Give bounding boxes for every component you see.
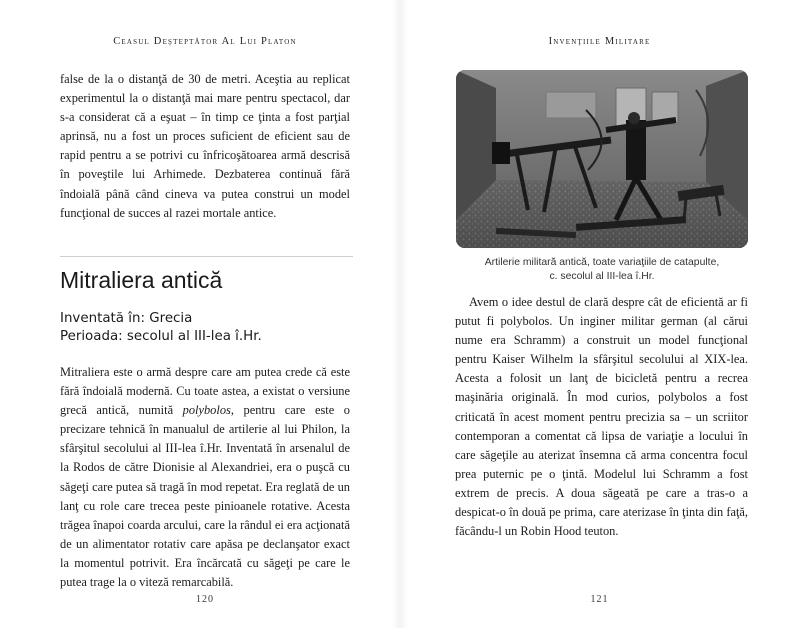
section-paragraph-rest: , pentru care este o precizare tehnică în manualul de artilerie al lui Philon, la sfârşitul secolului al III-lea î.Hr. Inventată în arsenalul de la Rodos de către Dionisie al Alexandriei, era o puşcă cu săgeţi care putea să tragă în mod repetat. Era reglată de un lanţ cu role care trecea peste pinioanele rotative. Acesta trăgea înapoi coarda arcului, care la rândul ei era acţionată de un alimentator rotativ care apăsa pe declanşator exact la momentul potrivit. Era încărcată cu săgeţi pe care le putea trage la o viteză remarcabilă. <box>60 403 350 590</box>
page-number-right: 121 <box>590 594 609 605</box>
section-title: Mitraliera antică <box>60 267 223 293</box>
polybolos-term: polybolos <box>182 403 231 418</box>
right-page <box>400 0 799 628</box>
section-paragraph <box>60 363 350 592</box>
running-header-left: Ceasul Deşteptător Al Lui Platon <box>113 36 297 47</box>
photo-caption-line-2: c. secolul al III-lea î.Hr. <box>549 270 655 282</box>
photo-caption <box>448 256 756 283</box>
running-header-right: Invenţiile Militare <box>548 36 651 47</box>
artillery-photo <box>456 70 748 248</box>
body-paragraph: Avem o idee destul de clară despre cât de eficientă ar fi putut fi polybolos. Un inginer militar german (al cărui nume era Schramm) a construit un model funcţional pentru Kaiser Wilhelm la sfârşitul secolului al XIX-lea. Acesta a folosit un lanţ de bicicletă pentru a recrea maşinăria originală. În mod curios, polybolos a fost criticată în acest moment pentru precizia sa – un scriitor contemporan a comentat că lipsa de variaţie a locului în care săgeţile au aterizat însemna că arma concentra focul prea puternic pe o ţintă. Modelul lui Schramm a fost extrem de precis. A doua săgeată pe care a tras-o a despicat-o în două pe prima, care aterizase în ţinta din faţă, făcându-l un Robin Hood teuton. <box>455 295 748 539</box>
invented-in-line: Inventată în: Grecia <box>60 311 193 326</box>
continued-paragraph: false de la o distanţă de 30 de metri. Aceştia au replicat experimentul la o distanţă mai mare pentru spectacol, dar s-a considerat că a eşuat – în timp ce ţinta a fost parţial aprinsă, nu a fost un proces suficient de eficient sau de rapid pentru a se potrivi cu înfricoşătoarea armă descrisă în poveştile lui Arhimede. Dezbaterea continuă fără îndoială până când cineva va putea construi un model funcţional de succes al razei mortale antice. <box>60 72 350 220</box>
page-number-left: 120 <box>196 594 214 605</box>
section-divider <box>60 256 353 257</box>
period-line: Perioada: secolul al III-lea î.Hr. <box>60 329 262 344</box>
photo-caption-line-1: Artilerie militară antică, toate variaţiile de catapulte, <box>484 257 720 268</box>
section-paragraph-start: Mitraliera este o armă despre care am putea crede că este fără îndoială modernă. Cu toate astea, a existat o versiune grecă antică, numită <box>60 365 350 418</box>
